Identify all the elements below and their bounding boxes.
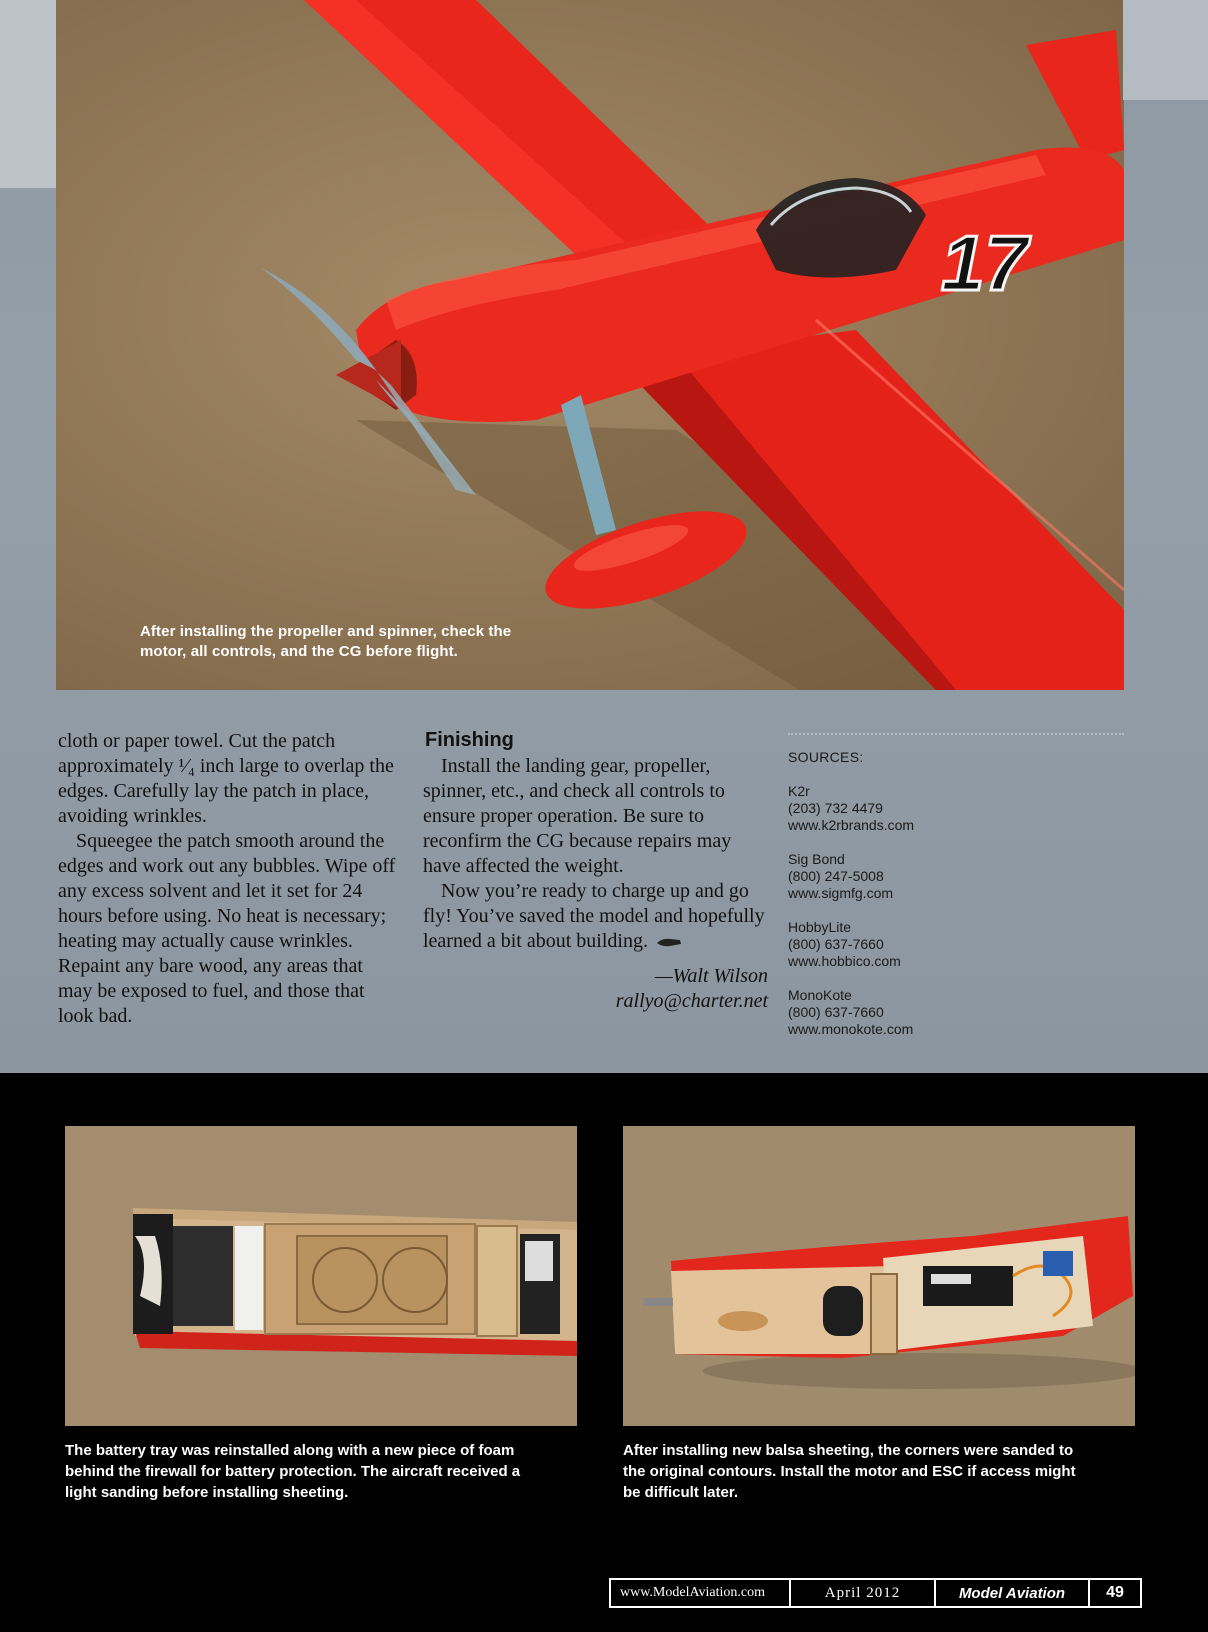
footer-date: April 2012 — [791, 1580, 936, 1606]
footer-url[interactable]: www.ModelAviation.com — [611, 1580, 791, 1606]
article-paragraph: cloth or paper towel. Cut the patch approximately ¹⁄₄ inch large to overlap the edges. Carefully lay the patch in place, avoiding wrinkles. — [58, 730, 394, 827]
footer-magazine: Model Aviation — [936, 1580, 1090, 1606]
hero-caption: After installing the propeller and spinner, check the motor, all controls, and the CG before flight. — [140, 623, 512, 660]
page-footer — [609, 1578, 1142, 1608]
article-paragraph: Install the landing gear, propeller, spinner, etc., and check all controls to ensure proper operation. Be sure to reconfirm the CG because repairs may have affected the weight. — [423, 755, 732, 877]
sources-title: SOURCES: — [788, 749, 864, 765]
source-name: MonoKote — [788, 987, 852, 1003]
source-phone: (203) 732 4479 — [788, 800, 883, 816]
author-signature — [423, 964, 768, 1014]
source-phone: (800) 637-7660 — [788, 1004, 884, 1020]
lower-photo-band — [0, 1073, 1208, 1632]
balsa-sheeting-photo — [623, 1126, 1135, 1426]
source-name: HobbyLite — [788, 919, 852, 935]
page-number: 49 — [1106, 1584, 1124, 1601]
source-phone: (800) 247-5008 — [788, 868, 884, 884]
fuselage-side-illustration — [623, 1126, 1135, 1426]
source-url[interactable]: www.monokote.com — [788, 1021, 914, 1037]
source-name: K2r — [788, 783, 810, 799]
source-url[interactable]: www.hobbico.com — [788, 953, 901, 969]
author-email[interactable]: rallyo@charter.net — [615, 990, 768, 1012]
finishing-heading: Finishing — [425, 729, 514, 751]
source-entry — [788, 783, 1124, 834]
plane-number: 17 — [941, 219, 1028, 307]
source-phone: (800) 637-7660 — [788, 936, 884, 952]
balsa-sheeting-caption: After installing new balsa sheeting, the corners were sanded to the original contours. Install the motor and ESC if access might be difficult later. — [623, 1442, 1076, 1501]
source-url[interactable]: www.sigmfg.com — [788, 885, 894, 901]
source-url[interactable]: www.k2rbrands.com — [788, 817, 915, 833]
article-column-1 — [58, 729, 400, 1029]
source-entry — [788, 851, 1124, 902]
airplane-illustration — [56, 0, 1124, 690]
source-name: Sig Bond — [788, 851, 845, 867]
fuselage-interior-illustration — [65, 1126, 577, 1426]
source-entry — [788, 919, 1124, 970]
battery-tray-photo — [65, 1126, 577, 1426]
battery-tray-caption: The battery tray was reinstalled along with a new piece of foam behind the firewall for battery protection. The aircraft received a light sanding before installing sheeting. — [65, 1442, 521, 1501]
article-paragraph: Now you’re ready to charge up and go fly! You’ve saved the model and hopefully learned a bit about building. — [423, 880, 765, 952]
sources-box — [788, 733, 1124, 1055]
article-column-2 — [423, 729, 768, 1014]
end-mark-plane-icon — [656, 936, 682, 948]
source-entry — [788, 987, 1124, 1038]
author-name: —Walt Wilson — [654, 965, 768, 987]
hero-photo — [56, 0, 1124, 690]
article-paragraph: Squeegee the patch smooth around the edges and work out any bubbles. Wipe off any excess solvent and let it set for 24 hours before using. No heat is necessary; heating may actually cause wrinkles. Repaint any bare wood, any areas that may be exposed to fuel, and those that look bad. — [58, 830, 396, 1027]
